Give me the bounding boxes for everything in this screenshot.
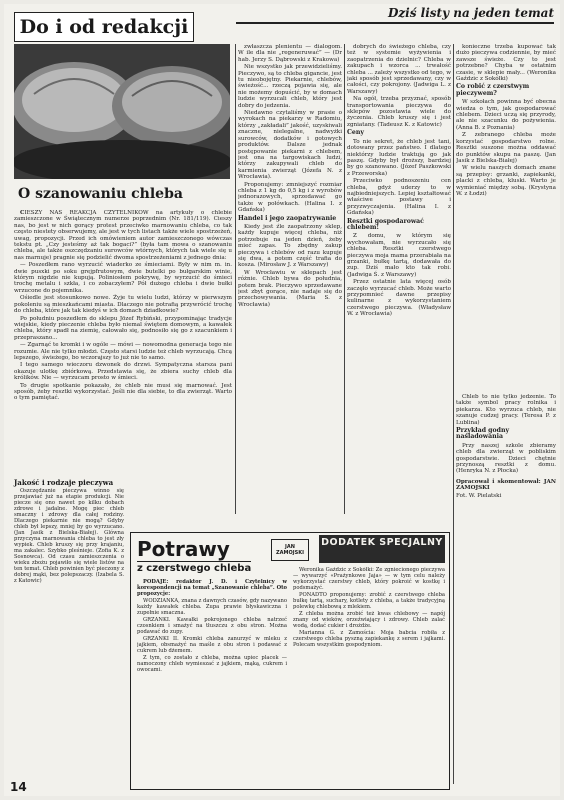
- article-paragraph: Po południu poszedłem do sklepu Jözef Rybiński, przypominając tradycje wiejskie, kiedy pieczenie chleba było niemal świętem domowym, a kawałek chleba, który spadł na ziemię, całowało się, podnosiło się go z szacunkiem i przepraszano...: [14, 315, 232, 341]
- box-title: Potrawy: [137, 537, 230, 561]
- recipe-item: WODZIANKA, znana z dawnych czasów, gdy nazywano każdy kawałek chleba. Zupa prawie błyskawiczna i zupełnie smaczna.: [137, 598, 287, 616]
- box-intro: PODAJE: redaktor J. D. i Czytelnicy w korespondencji na temat „Szanowanie chleba”. Oto propozycje:: [137, 579, 287, 597]
- column-divider: [344, 44, 345, 514]
- article-paragraph: To drugie spotkanie pokazało, że chleb nie musi się marnować. Jest sposób, żeby resztki wykorzystać. Jeśli nie dla siebie, to dla zwierząt. Warto o tym pamiętać.: [14, 382, 232, 402]
- letter-text: Niedawno czytaliśmy w prasie o wyrokach na piekarzy w Radomiu, którzy „zakładali” jakość, uzyskiwali znaczne, nielegalne, nadwyżki surowców, dodatków i gotowych produktów. Dalsze jednak postępowanie piekarni z chlebem, jest ona na targowiskach ludzi, którzy zakupywali chleb do karmienia zwierząt (Józefa N. z Wrocławia).: [238, 110, 342, 181]
- letters-column-3: [456, 44, 556, 394]
- recipes-column-1: [137, 579, 287, 785]
- page-number: 14: [10, 780, 27, 794]
- subheading: Ceny: [347, 129, 364, 137]
- recipe-item: Z chleba można zrobić też kwas chlebowy — napój znany od wieków, orzeźwiający i zdrowy. Chleb zalać wodą, dodać cukier i drożdże.: [293, 611, 445, 629]
- recipe-item: GRZANKI. Kawałki pokrojonego chleba natrzeć czosnkiem i smażyć na tłuszczu z obu stron. Można podawać do zupy.: [137, 617, 287, 635]
- recipes-column-2: [293, 567, 445, 785]
- article-paragraph: — Zgarnąć te kromki i w ogóle — mówi — nowomodna generacja tego nie rozumie. Ale nie tylko młodzi. Często starsi ludzie też chleb wyrzucają. Chcą lepszego, świeżego, bo wczorajszy to już nie to samo.: [14, 342, 232, 361]
- article-body: [14, 210, 232, 470]
- letter-text: Przeciwko podnoszeniu cen chleba, gdyż uderzy to w najbiedniejszych. Lepiej kształtować właściwe postawy i przyzwyczajenia. (Halina I. z Gdańska): [347, 178, 451, 217]
- letter-text: W szkołach powinna być obecna wiedza o tym, jak gospodarować chlebem. Dzieci uczą się przyrody, ale nie szacunku do pożywienia. (Anna B. z Poznania): [456, 99, 556, 131]
- letters-column-1: [238, 44, 342, 394]
- column-divider: [453, 44, 454, 784]
- letter-text: konieczne trzeba kupować tak dużo pieczywa codziennie, by mieć zawsze świeże. Czy to jest potrzebne? Chyba w ostatnim czasie, w sklepie mały... (Weronika Gaździc z Sokółki): [456, 44, 556, 83]
- letters-column-2: [347, 44, 451, 394]
- letter-text: To nie sekret, że chleb jest tani, dotowany przez państwo. I dlatego niektórzy ludzie traktują go jak paszę. Gdyby był droższy, bardziej by go szanowano. (Józef Paszkowski z Przeworska): [347, 138, 451, 177]
- recipe-item: GRZANKI II. Kromki chleba zanurzyć w mleku z jajkiem, obsmażyć na maśle z obu stron i podawać z cukrem lub dżemem.: [137, 636, 287, 654]
- bread-loaves-illustration: [14, 44, 230, 179]
- section-title: Do i od redakcji: [14, 12, 194, 42]
- article-title: O szanowaniu chleba: [18, 186, 183, 202]
- special-supplement-banner: DODATEK SPECJALNY: [319, 535, 445, 563]
- recipe-item: Weronika Gaździc z Sokółki: Ze zgniecionego pieczywa — wywarzyć «Prażynkowe Jaja» — w tym celu należy wykorzystać czerstwy chleb, który pokroić w kostkę i podsmażyć.: [293, 567, 445, 591]
- sidebar-text: Oszczędzanie pieczywa winno się przejawiać już na etapie produkcji. Nie piecze się ono nawet po kilku dobach zdrowe i jadalne. Mogę piec chleb smaczny i zdrowy dla całej rodziny. Dlaczego piekarnie nie mogą? Gdyby chleb był lepszy, mniej by go wyrzucano. (Jan Jasik z Bielska-Białej). Glówna przyczyna marnowania chleba to jest zły wypiek. Chleb kruszy się przy krajaniu, ma zakalec. Szybko pleśnieje. (Zofia K. z Sosnowca). Od czasu zamieszczenia o wieku zbożu pojawiło się wiele listów na ten temat. Chleb powinien być pieczony z dobrej mąki, bez polepszaczy. (Izabela S. z Katowic): [14, 488, 124, 584]
- subheading: Resztki gospodarować chlebem!: [347, 217, 424, 231]
- letter-text: Nie wszystko jak przewidzieliśmy. Pieczywo, są to chleba gigancie, jest tu nieobojętny. Piekarnie, chlebów, świeżość... rzeczą pojawia się, ale nie możemy dopuścić, by w domach ludzie wyrzucali chleb, który jest dobry do jedzenia.: [238, 64, 342, 109]
- letter-text: Proponujemy: zmniejszyć rozmiar chleba z 1 kg do 0,5 kg i z wyrobów jednorazowych, sprzedawać go także w połówkach. (Halina I. z Gdańska): [238, 181, 342, 214]
- subheading: Handel i jego zaopatrywanie: [238, 214, 337, 222]
- bread-loaves-photo: [14, 44, 230, 179]
- letter-text: zwłaszcza plenientu — dialogom. W ile dla nie „regeneruwać” — (Dr hab. Jerzy S. Dąbrowski z Krakowa): [238, 44, 342, 63]
- letter-text: W Wrocławiu w sklepach jest różnie. Chleb bywa do południa, potem brak. Pieczywo sprzedawane jest zbyt gorące, nie nadaje się do przechowywania. (Maria S. z Wrocławia): [238, 269, 342, 308]
- recipe-item: Z tym, co zostało z chleba, można upiec placek — namoczony chleb wymieszać z jajkiem, mąką, cukrem i owocami.: [137, 655, 287, 673]
- subheading: Co robić z czerstwym pieczywem?: [456, 83, 530, 97]
- recipe-item: Marianna G. z Zamościa: Moja babcia robiła z czerstwego chleba pyszną zapiekankę z serem i jajkami. Polecam wszystkim gospodyniom.: [293, 630, 445, 648]
- recipes-box: [130, 532, 450, 790]
- header-banner: Dziś listy na jeden temat: [387, 6, 554, 20]
- author-logo: JAN ZAMOJSKI: [271, 539, 309, 561]
- letter-text: Z zebranego chleba może korzystać gospodarstwo rolne. Resztki suszone można oddawać do punktów skupu na paszę. (Jan Jasik z Bielska-Białej): [456, 132, 556, 164]
- letter-text: Na ogół, trzeba przyznać, sposób transportowania pieczywa do sklepów pozostawia wiele do życzenia. Chleb kruszy się i jest zgniatany. (Tadeusz K. z Katowic): [347, 96, 451, 128]
- editor-signature: Opracował i skomentował: JAN ZAMOJSKI: [456, 478, 556, 492]
- letter-text: Przy naszej szkole zbieramy chleb dla zwierząt w pobliskim gospodarstwie. Dzieci chętnie przynoszą resztki z domu. (Henryka N. z Płocka): [456, 442, 556, 475]
- recipe-item: PONADTO proponujemy: zrobić z czerstwego chleba bułkę tartą, suchary, kotlety z chleba, a także tradycyjną polewkę chlebową z mlekiem.: [293, 592, 445, 610]
- sidebar-body: [14, 488, 124, 778]
- letter-text: Chleb to nie tylko jedzenie. To także symbol pracy rolnika i piekarza. Kto wyrzuca chleb, nie szanuje cudzej pracy. (Teresa P. z Lublina): [456, 394, 556, 426]
- photo-credit: Fot. W. Pielatski: [456, 492, 502, 499]
- article-paragraph: I tego samego wieczoru dzwonek do drzwi. Sympatyczna starsza pani okazuje ulotkę zbiórkową. Przedstawia się, że zbiera suchy chleb dla królików. Nie — wyrzucam prosto w śmieci.: [14, 362, 232, 382]
- box-subtitle: z czerstwego chleba: [137, 563, 252, 574]
- subheading: Przykład godny naśladowania: [456, 427, 510, 441]
- header-rule: [236, 22, 554, 24]
- article-paragraph: Ośiedle jest stosunkowo nowe. Żyje tu wielu ludzi, którzy w pierwszym pokoleniu są mieszkańcami miasta. Dlaczego nie potrafią przywrócić trochę do chleba, które jak tak kiedyś w ich domach dziadkowie?: [14, 295, 232, 315]
- letters-column-3-continued: [456, 394, 556, 784]
- sidebar-title: Jakość i rodzaje pieczywa: [14, 478, 114, 487]
- column-divider: [235, 44, 236, 514]
- letter-text: Z domu, w którym się wychowałam, nie wyrzucało się chleba. Resztki czerstwego pieczywa moja mama przerabiała na grzanki, bułkę tartą, dodawała do zup. Dziś mało kto tak robi. (Jadwiga Ś. z Warszawy): [347, 233, 451, 278]
- letter-text: Kiedy jest źle zaopatrzony sklep, każdy kupuje więcej chleba, niż potrzebuje na jeden dzień, żeby mieć zapas. To zbędny zakup pieczywa i chlebów od razu kupuje się dwa, a potem część trafia do kosza. (Mirosław J. z Warszawy): [238, 223, 342, 269]
- letter-text: dobrych do świeżego chleba, czy też w systemie wyżywienia i zaopatrzenia do dzielnic? Chleba w zakupach i wzorca ... trwałość chleba ... zależy wszystko od tego, w jaki sposób jest sprzedawany, czy w całości, czy pokrojony. (Jadwiga L. z Warszawy): [347, 44, 451, 95]
- article-paragraph: CIESZY NAS REAKCJA CZYTELNIKÓW na artykuły o chlebie zamieszczone w Świątecznym numerze poprzednim (Nr. 181/119). Cieszy nas, bo jest w nich gorący protest przeciwko marnowaniu chleba, co tak często niestety obserwujemy, ale jest w tych listach także wiele spostrzeżeń, uwag, propozycji. Przed ich omówieniem autor zamieszczonego wówczas tekstu pt. „Czy jesteśmy aż tak bogaci?” (była tam mowa o szanowaniu chleba, ale także oszczędzaniu surowców wtórnych, których tak wiele się u nas marnuje) pragnie się podzielić dwoma spostrzeżeniami z jednego dnia:: [14, 210, 232, 261]
- letter-text: W wielu naszych domach znane są przepisy: grzanki, zapiekanki, placki z chleba, kluski. Warto je wymieniać między sobą. (Krystyna W. z Łodzi): [456, 165, 556, 197]
- newspaper-page: [4, 4, 560, 796]
- letter-text: Przez ostatnie lata więcej osób zaczęło wyrzucać chleb. Może warto przypomnieć dawne przepisy kulinarne z wykorzystaniem czerstwego pieczywa. (Władysław W. z Wrocławia): [347, 279, 451, 318]
- article-paragraph: — Poszedłem rano wyrzucić wiaderko ze śmieciami. Były w nim m. in. dwie pusxki po soku grejpfrutowym, dwie butelki po bułgarskim winie, którym nigdzie nie kupują. Poliniosłem pokrywę, by wyrzucić do śmieci trochę metalu i szkła, i co zobaczyłem? Pół dużego chleba i dwie bułki wrzucone do pojemnika.: [14, 262, 232, 294]
